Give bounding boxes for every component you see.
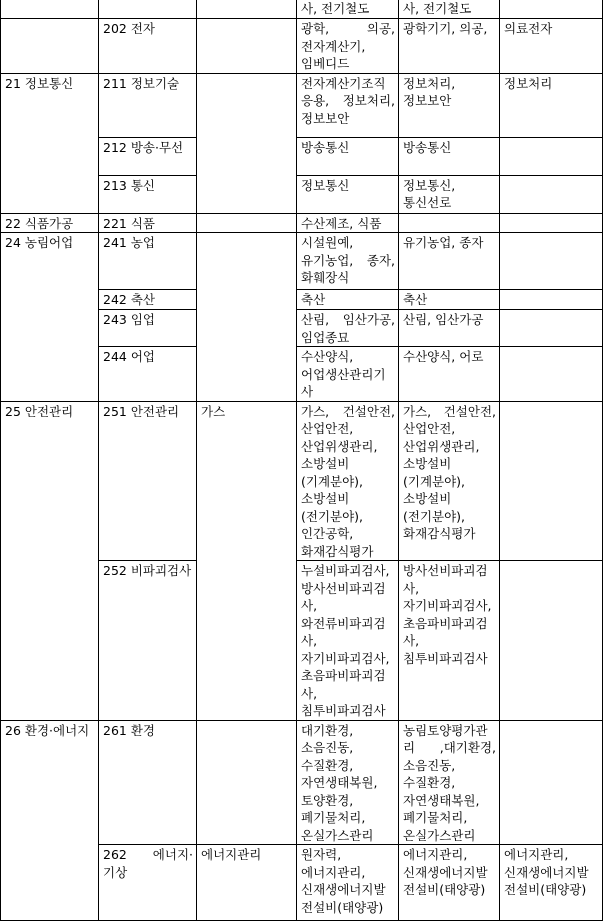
industrial-engineer-cell: 정보처리, 정보보안 <box>399 73 500 137</box>
industrial-engineer-cell: 유기농업, 종자 <box>399 233 500 290</box>
table-row <box>1 19 603 74</box>
engineer-cell: 축산 <box>297 290 399 310</box>
industrial-engineer-cell: 가스, 건설안전, 산업안전, 산업위생관리, 소방설비(기계분야), 소방설비(전기분야), 화재감식평가 <box>399 401 500 561</box>
detail-cell <box>197 213 297 233</box>
craftsman-cell <box>500 561 603 721</box>
engineer-cell: 사, 전기철도 <box>297 0 399 19</box>
field-cell <box>1 0 99 19</box>
engineer-cell: 정보통신 <box>297 175 399 213</box>
craftsman-cell <box>500 233 603 290</box>
craftsman-cell <box>500 213 603 233</box>
industrial-engineer-cell: 농림토양평가관리 ,대기환경, 소음진동, 수질환경, 자연생태복원, 폐기물처리, 온실가스관리 <box>399 720 500 845</box>
engineer-cell: 광학, 의공, 전자계산기, 임베디드 <box>297 19 399 74</box>
industrial-engineer-cell: 사, 전기철도 <box>399 0 500 19</box>
craftsman-cell <box>500 401 603 561</box>
engineer-cell: 수산제조, 식품 <box>297 213 399 233</box>
subfield-cell: 242 축산 <box>99 290 197 310</box>
craftsman-cell <box>500 347 603 402</box>
industrial-engineer-cell: 에너지관리, 신재생에너지발전설비(태양광) <box>399 845 500 921</box>
field-cell: 25 안전관리 <box>1 401 99 720</box>
industrial-engineer-cell: 방사선비파괴검사, 자기비파괴검사, 초음파비파괴검사, 침투비파괴검사 <box>399 561 500 721</box>
craftsman-cell <box>500 175 603 213</box>
table-row <box>1 0 603 19</box>
detail-cell <box>197 19 297 74</box>
engineer-cell: 전자계산기조직응용, 정보처리, 정보보안 <box>297 73 399 137</box>
engineer-cell: 대기환경, 소음진동, 수질환경, 자연생태복원, 토양환경, 폐기물처리, 온실가스관리 <box>297 720 399 845</box>
detail-cell <box>197 720 297 845</box>
engineer-cell: 수산양식, 어업생산관리기사 <box>297 347 399 402</box>
table-row <box>1 233 603 290</box>
subfield-cell: 244 어업 <box>99 347 197 402</box>
craftsman-cell <box>500 0 603 19</box>
table-row <box>1 720 603 845</box>
subfield-cell <box>99 0 197 19</box>
table-row <box>1 213 603 233</box>
engineer-cell: 시설원예, 유기농업, 종자, 화훼장식 <box>297 233 399 290</box>
subfield-cell: 252 비파괴검사 <box>99 561 197 721</box>
detail-cell <box>197 0 297 19</box>
field-cell <box>1 19 99 74</box>
industrial-engineer-cell: 정보통신, 통신선로 <box>399 175 500 213</box>
field-cell: 22 식품가공 <box>1 213 99 233</box>
engineer-cell: 원자력, 에너지관리, 신재생에너지발전설비(태양광) <box>297 845 399 921</box>
engineer-cell: 가스, 건설안전, 산업안전, 산업위생관리, 소방설비(기계분야), 소방설비(전기분야), 인간공학, 화재감식평가 <box>297 401 399 561</box>
industrial-engineer-cell: 산림, 임산가공 <box>399 310 500 347</box>
detail-cell <box>197 73 297 213</box>
subfield-cell: 251 안전관리 <box>99 401 197 561</box>
industrial-engineer-cell: 방송통신 <box>399 137 500 175</box>
detail-cell: 에너지관리 <box>197 845 297 921</box>
subfield-cell: 212 방송·무선 <box>99 137 197 175</box>
subfield-cell: 241 농업 <box>99 233 197 290</box>
industrial-engineer-cell: 축산 <box>399 290 500 310</box>
craftsman-cell <box>500 720 603 845</box>
engineer-cell: 누설비파괴검사, 방사선비파괴검사, 와전류비파괴검사, 자기비파괴검사, 초음파비파괴검사, 침투비파괴검사 <box>297 561 399 721</box>
craftsman-cell: 의료전자 <box>500 19 603 74</box>
subfield-cell: 262 에너지·기상 <box>99 845 197 921</box>
subfield-cell: 202 전자 <box>99 19 197 74</box>
table-row <box>1 401 603 561</box>
industrial-engineer-cell <box>399 213 500 233</box>
industrial-engineer-cell: 광학기기, 의공, <box>399 19 500 74</box>
field-cell: 24 농림어업 <box>1 233 99 402</box>
detail-cell <box>197 233 297 402</box>
craftsman-cell <box>500 290 603 310</box>
craftsman-cell <box>500 137 603 175</box>
subfield-cell: 213 통신 <box>99 175 197 213</box>
subfield-cell: 211 정보기술 <box>99 73 197 137</box>
subfield-cell: 261 환경 <box>99 720 197 845</box>
craftsman-cell <box>500 310 603 347</box>
industrial-engineer-cell: 수산양식, 어로 <box>399 347 500 402</box>
subfield-cell: 243 임업 <box>99 310 197 347</box>
field-cell: 21 정보통신 <box>1 73 99 213</box>
field-cell: 26 환경·에너지 <box>1 720 99 921</box>
engineer-cell: 방송통신 <box>297 137 399 175</box>
craftsman-cell: 정보처리 <box>500 73 603 137</box>
engineer-cell: 산림, 임산가공, 임업종묘 <box>297 310 399 347</box>
table-row <box>1 73 603 137</box>
subfield-cell: 221 식품 <box>99 213 197 233</box>
craftsman-cell: 에너지관리, 신재생에너지발전설비(태양광) <box>500 845 603 921</box>
detail-cell: 가스 <box>197 401 297 720</box>
